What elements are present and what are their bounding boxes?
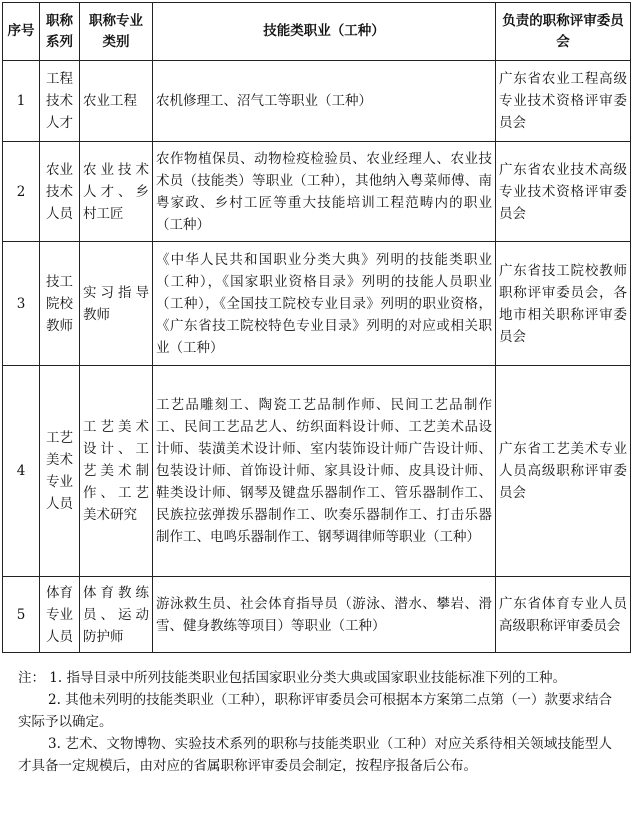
cell-series: 工程技术人才: [40, 61, 80, 142]
header-no: 序号: [3, 3, 40, 61]
table-row: [3, 142, 631, 242]
cell-occupations: 游泳救生员、社会体育指导员（游泳、潜水、攀岩、滑雪、健身教练等项目）等职业（工种）: [153, 577, 496, 653]
table-row: [3, 242, 631, 366]
header-committee: 负责的职称评审委员会: [496, 3, 631, 61]
table-header-row: [3, 3, 631, 61]
table-row: [3, 61, 631, 142]
header-category: 职称专业类别: [80, 3, 153, 61]
cell-category: 农业工程: [80, 61, 153, 142]
note-2: 2. 其他未列明的技能类职业（工种），职称评审委员会可根据本方案第二点第（一）款要求结合实际予以确定。: [18, 692, 612, 730]
cell-category: 工艺美术设计、工艺美术制作、工艺美术研究: [80, 366, 153, 577]
table-row: [3, 577, 631, 653]
header-occupations: 技能类职业（工种）: [153, 3, 496, 61]
cell-no: 2: [3, 142, 40, 242]
cell-category: 体育教练员、运动防护师: [80, 577, 153, 653]
table-row: [3, 366, 631, 577]
cell-occupations: 农机修理工、沼气工等职业（工种）: [153, 61, 496, 142]
note-3: 3. 艺术、文物博物、实验技术系列的职称与技能类职业（工种）对应关系待相关领域技能型人才具备一定规模后，由对应的省属职称评审委员会制定，按程序报备后公布。: [18, 736, 612, 774]
note-1: 注： 1. 指导目录中所列技能类职业包括国家职业分类大典或国家职业技能标准下列的工种。: [18, 670, 566, 686]
cell-committee: 广东省体育专业人员高级职称评审委员会: [496, 577, 631, 653]
header-series: 职称系列: [40, 3, 80, 61]
notes-section: [18, 667, 612, 777]
cell-no: 4: [3, 366, 40, 577]
cell-committee: 广东省技工院校教师职称评审委员会，各地市相关职称评审委员会: [496, 242, 631, 366]
cell-committee: 广东省农业工程高级专业技术资格评审委员会: [496, 61, 631, 142]
cell-no: 5: [3, 577, 40, 653]
cell-committee: 广东省农业技术高级专业技术资格评审委员会: [496, 142, 631, 242]
cell-series: 技工院校教师: [40, 242, 80, 366]
cell-occupations: 《中华人民共和国职业分类大典》列明的技能类职业（工种），《国家职业资格目录》列明的技能人员职业（工种），《全国技工院校专业目录》列明的职业资格，《广东省技工院校特色专业目录》列明的对应或相关职业（工种）: [153, 242, 496, 366]
cell-series: 农业技术人员: [40, 142, 80, 242]
cell-no: 3: [3, 242, 40, 366]
cell-no: 1: [3, 61, 40, 142]
cell-occupations: 农作物植保员、动物检疫检验员、农业经理人、农业技术员（技能类）等职业（工种），其他纳入粤菜师傅、南粤家政、乡村工匠等重大技能培训工程范畴内的职业（工种）: [153, 142, 496, 242]
occupation-table-container: [2, 2, 630, 653]
cell-occupations: 工艺品雕刻工、陶瓷工艺品制作师、民间工艺品制作工、民间工艺品艺人、纺织面料设计师、工艺美术品设计师、装潢美术设计师、室内装饰设计师广告设计师、包装设计师、首饰设计师、家具设计师、皮具设计师、鞋类设计师、钢琴及键盘乐器制作工、管乐器制作工、民族拉弦弹拨乐器制作工、吹奏乐器制作工、打击乐器制作工、电鸣乐器制作工、钢琴调律师等职业（工种）: [153, 366, 496, 577]
occupation-table: [2, 2, 631, 653]
cell-category: 实习指导教师: [80, 242, 153, 366]
cell-series: 工艺美术专业人员: [40, 366, 80, 577]
cell-category: 农业技术人才、乡村工匠: [80, 142, 153, 242]
cell-series: 体育专业人员: [40, 577, 80, 653]
cell-committee: 广东省工艺美术专业人员高级职称评审委员会: [496, 366, 631, 577]
